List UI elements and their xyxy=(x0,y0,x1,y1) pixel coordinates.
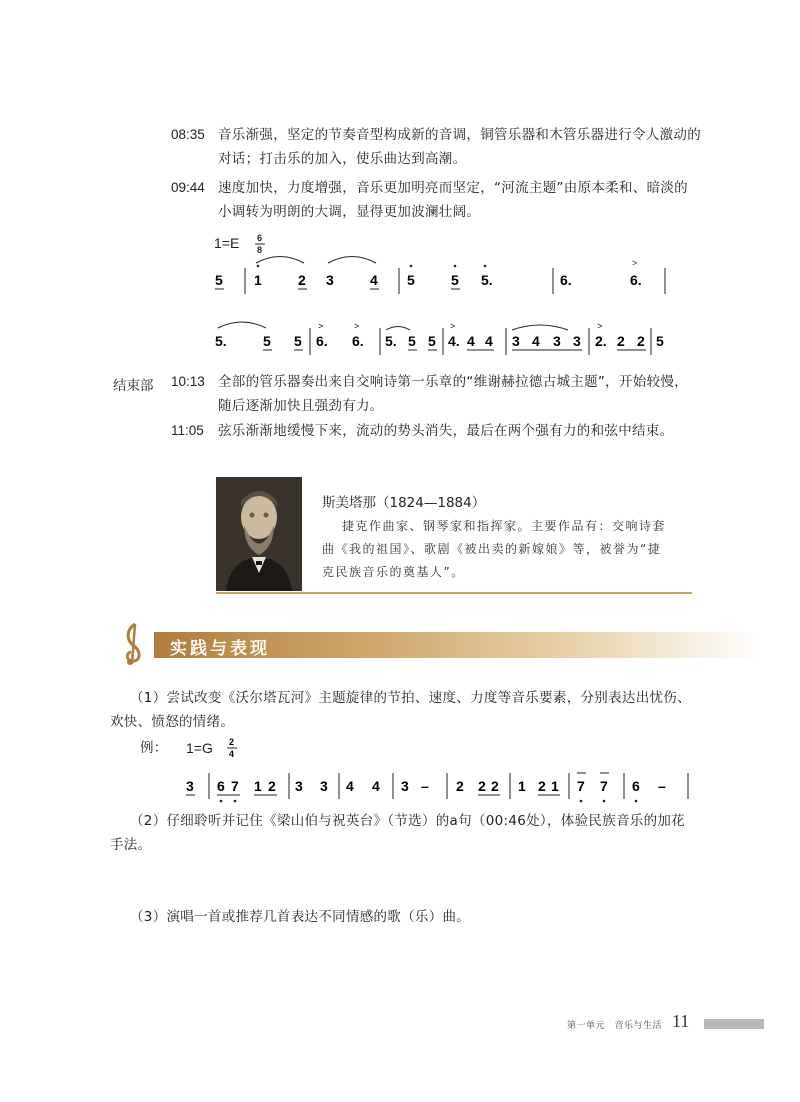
svg-text:>: > xyxy=(632,258,638,268)
score-key: 1=E xyxy=(214,235,240,251)
note: 5 xyxy=(407,272,415,288)
desc-0835-line1: 音乐渐强，坚定的节奏音型构成新的音调，铜管乐器和木管乐器进行令人激动的 xyxy=(218,127,701,143)
time-0944: 09:44 xyxy=(171,180,205,195)
note: 6 xyxy=(632,778,640,794)
svg-text:>: > xyxy=(597,321,603,331)
note: 6. xyxy=(352,333,364,349)
note: 5 xyxy=(263,333,271,349)
note: 5 xyxy=(656,333,664,349)
footer-bar xyxy=(704,1019,764,1029)
svg-text:>: > xyxy=(318,321,324,331)
note: 3 xyxy=(573,333,581,349)
note: 5. xyxy=(385,333,397,349)
note: 5. xyxy=(215,333,227,349)
note: 1 xyxy=(551,778,559,794)
note: 3 xyxy=(553,333,561,349)
q1-line2: 欢快、愤怒的情绪。 xyxy=(110,714,235,730)
note: 2 xyxy=(298,272,306,288)
note: 7 xyxy=(231,778,239,794)
desc-1013-line1: 全部的管乐器奏出来自交响诗第一乐章的“维谢赫拉德古城主题”，开始较慢， xyxy=(218,374,688,390)
time-1013: 10:13 xyxy=(171,374,205,389)
score-row-2 xyxy=(215,321,664,355)
note: – xyxy=(421,778,429,794)
note: 2 xyxy=(637,333,645,349)
example-time-top: 2 xyxy=(229,737,235,747)
note: 5 xyxy=(428,333,436,349)
note: 1 xyxy=(254,272,262,288)
note: 2 xyxy=(617,333,625,349)
note: 3 xyxy=(401,778,409,794)
note: 4 xyxy=(372,778,380,794)
composer-portrait xyxy=(216,477,302,591)
note: 2 xyxy=(268,778,276,794)
composer-name: 斯美塔那（1824—1884） xyxy=(322,495,486,511)
treble-clef-icon xyxy=(112,620,158,666)
page-number: 11 xyxy=(672,1011,690,1031)
composer-bio-line1: 捷克作曲家、钢琴家和指挥家。主要作品有：交响诗套 xyxy=(342,519,667,533)
time-1105: 11:05 xyxy=(171,423,204,438)
example-time-bottom: 4 xyxy=(229,749,235,759)
note: 5 xyxy=(451,272,459,288)
note: 7 xyxy=(577,778,585,794)
note: 3 xyxy=(326,272,334,288)
composer-bio-line3: 克民族音乐的奠基人”。 xyxy=(322,565,465,579)
example-score xyxy=(180,733,700,808)
desc-1105-line1: 弦乐渐渐地缓慢下来，流动的势头消失，最后在两个强有力的和弦中结束。 xyxy=(218,423,674,439)
note: 3 xyxy=(295,778,303,794)
q2-line2: 手法。 xyxy=(110,837,152,853)
desc-0944-line1: 速度加快，力度增强，音乐更加明亮而坚定，“河流主题”由原本柔和、暗淡的 xyxy=(218,180,688,196)
river-theme-score xyxy=(210,228,690,358)
time-0835: 08:35 xyxy=(171,127,205,142)
note: 6 xyxy=(217,778,225,794)
note: 4 xyxy=(532,333,540,349)
note: 1 xyxy=(518,778,526,794)
note: 2 xyxy=(456,778,464,794)
note: 5 xyxy=(215,272,223,288)
svg-text:>: > xyxy=(450,321,456,331)
note: 1 xyxy=(254,778,262,794)
note: 6. xyxy=(316,333,328,349)
note: 2 xyxy=(491,778,499,794)
note: 3 xyxy=(320,778,328,794)
note: 6. xyxy=(630,272,642,288)
note: 2 xyxy=(538,778,546,794)
q1-line1: （1）尝试改变《沃尔塔瓦河》主题旋律的节拍、速度、力度等音乐要素，分别表达出忧伤、 xyxy=(130,690,691,706)
note: 4 xyxy=(346,778,354,794)
example-notes xyxy=(186,773,688,802)
desc-0944-line2: 小调转为明朗的大调，显得更加波澜壮阔。 xyxy=(218,204,481,220)
note: 4 xyxy=(485,333,493,349)
note: 5. xyxy=(481,272,493,288)
footer-unit: 第一单元 音乐与生活 xyxy=(567,1021,663,1031)
practice-banner xyxy=(112,620,762,664)
note: 4. xyxy=(448,333,460,349)
svg-text:>: > xyxy=(354,321,360,331)
note: 2. xyxy=(595,333,607,349)
note: 7 xyxy=(600,778,608,794)
note: 5 xyxy=(294,333,302,349)
note: 3 xyxy=(512,333,520,349)
note: – xyxy=(658,778,666,794)
practice-title: 实践与表现 xyxy=(170,639,270,659)
score-time-top: 6 xyxy=(257,233,263,243)
note: 6. xyxy=(560,272,572,288)
note: 4 xyxy=(467,333,475,349)
q3-text: （3）演唱一首或推荐几首表达不同情感的歌（乐）曲。 xyxy=(130,909,471,925)
section-label-ending: 结束部 xyxy=(113,378,154,394)
desc-1013-line2: 随后逐渐加快且强劲有力。 xyxy=(218,398,384,414)
score-row-1 xyxy=(215,257,665,295)
score-time-bottom: 8 xyxy=(257,245,263,255)
note: 2 xyxy=(478,778,486,794)
composer-bio-line2: 曲《我的祖国》、歌剧《被出卖的新嫁娘》等，被誉为“捷 xyxy=(322,542,662,556)
note: 3 xyxy=(186,778,194,794)
example-key: 1=G xyxy=(186,740,213,756)
q2-line1: （2）仔细聆听并记住《梁山伯与祝英台》（节选）的a句（00:46处），体验民族音乐的加花 xyxy=(130,813,685,829)
example-label: 例： xyxy=(140,740,168,756)
note: 4 xyxy=(370,272,378,288)
desc-0835-line2: 对话；打击乐的加入，使乐曲达到高潮。 xyxy=(218,151,467,167)
note: 5 xyxy=(408,333,416,349)
composer-bio-box xyxy=(216,477,692,594)
